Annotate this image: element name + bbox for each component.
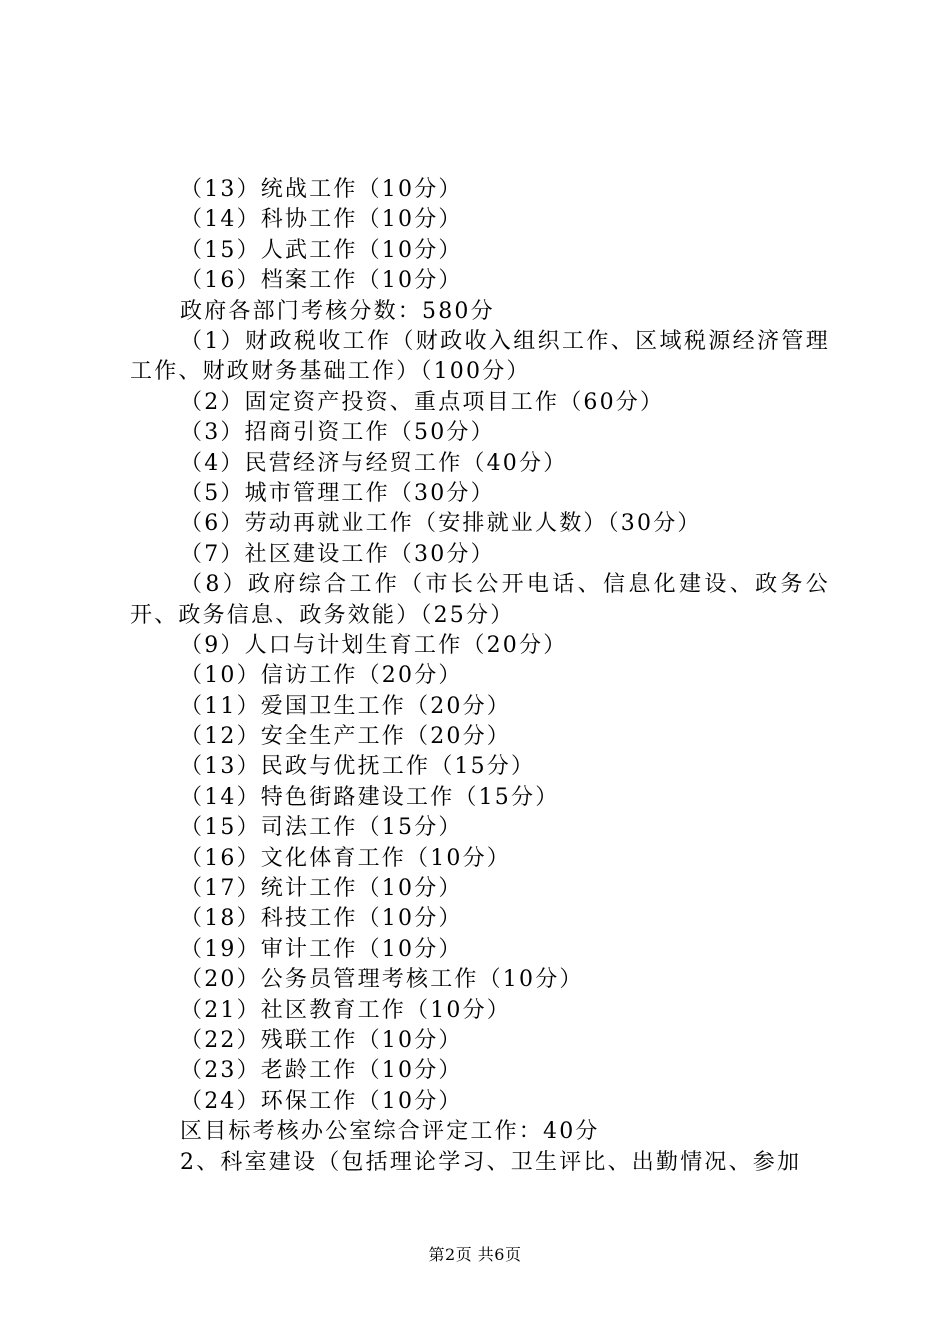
text-line: （4）民营经济与经贸工作（40分） [180,450,568,476]
page-footer: 第2页 共6页 [428,1245,522,1264]
text-line: （16）档案工作（10分） [180,268,463,294]
text-line: （10）信访工作（20分） [180,663,463,689]
text-line: （13）民政与优抚工作（15分） [180,754,536,780]
text-line: （15）人武工作（10分） [180,237,463,263]
text-line: （15）司法工作（15分） [180,815,463,841]
text-line: （13）统战工作（10分） [180,177,463,202]
text-line: （20）公务员管理考核工作（10分） [180,967,584,993]
section-heading: 区目标考核办公室综合评定工作：40分 [180,1119,600,1145]
text-line: 2、科室建设（包括理论学习、卫生评比、出勤情况、参加 [180,1149,802,1175]
text-line: （17）统计工作（10分） [180,876,463,902]
text-line: （14）特色街路建设工作（15分） [180,784,560,810]
text-line: （7）社区建设工作（30分） [180,541,495,567]
text-paragraph: （8）政府综合工作（市长公开电话、信息化建设、政务公开、政务信息、政务效能）（25分） [130,572,830,628]
text-line: （16）文化体育工作（10分） [180,845,511,871]
text-line: （19）审计工作（10分） [180,936,463,962]
section-heading: 政府各部门考核分数：580分 [180,298,495,324]
text-line: （6）劳动再就业工作（安排就业人数）（30分） [180,511,702,537]
text-line: （22）残联工作（10分） [180,1028,463,1053]
text-line: （21）社区教育工作（10分） [180,997,511,1023]
text-line: （11）爱国卫生工作（20分） [180,693,511,719]
document-body [130,175,830,1178]
text-line: （9）人口与计划生育工作（20分） [180,632,568,658]
text-line: （5）城市管理工作（30分） [180,480,495,506]
text-paragraph: （1）财政税收工作（财政收入组织工作、区域税源经济管理工作、财政财务基础工作）（100分） [130,328,830,385]
text-line: （14）科协工作（10分） [180,207,463,233]
text-line: （12）安全生产工作（20分） [180,724,511,750]
text-line: （24）环保工作（10分） [180,1088,463,1114]
text-line: （3）招商引资工作（50分） [180,420,495,446]
text-line: （18）科技工作（10分） [180,906,463,932]
text-line: （2）固定资产投资、重点项目工作（60分） [180,389,665,415]
text-line: （23）老龄工作（10分） [180,1058,463,1084]
